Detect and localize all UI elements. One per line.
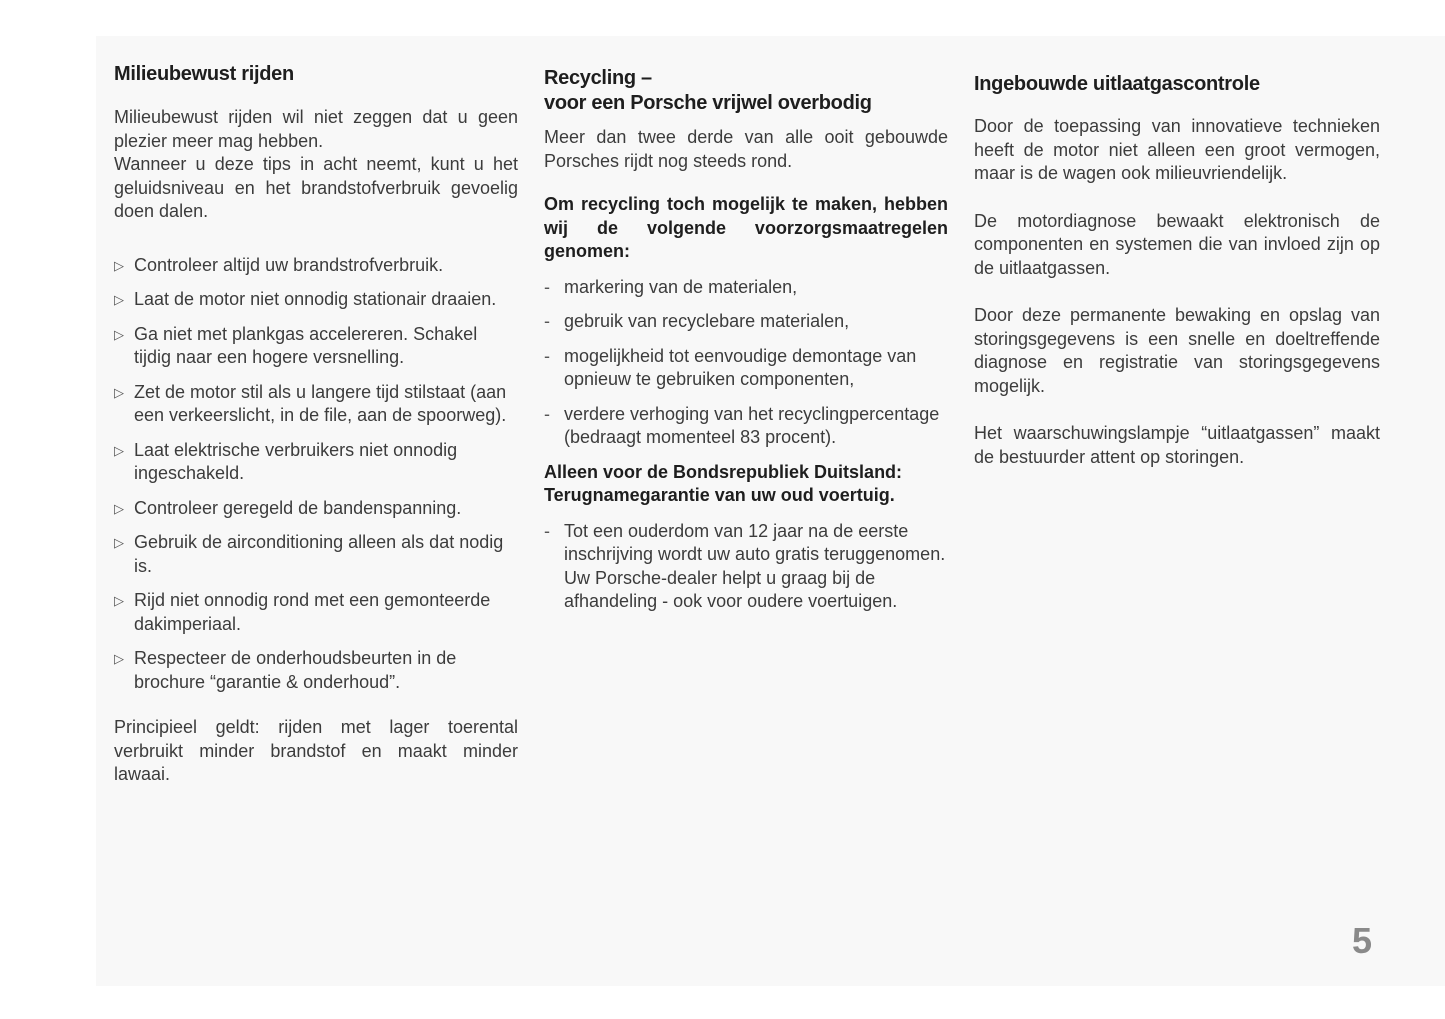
- tips-list: [114, 254, 518, 695]
- germany-heading: Alleen voor de Bondsrepubliek Duitsland: Terugnamegarantie van uw oud voertuig.: [544, 461, 903, 505]
- section-title-line-2: voor een Porsche vrijwel overbodig: [544, 92, 872, 114]
- dash-bullet: -: [544, 345, 550, 366]
- list-item: - gebruik van recyclebare materialen,: [544, 310, 948, 334]
- paragraph-2: De motordiagnose bewaakt elektronisch de componenten en systemen die van invloed zijn op de uitlaatgassen.: [974, 210, 1380, 278]
- recycling-intro: Meer dan twee derde van alle ooit gebouwde Porsches rijdt nog steeds rond.: [544, 127, 948, 171]
- list-item: - mogelijkheid tot eenvoudige demontage van opnieuw te gebruiken componenten,: [544, 345, 917, 389]
- column-recycling: [544, 66, 948, 625]
- paragraph-4: Het waarschuwingslampje “uitlaatgassen” maakt de bestuurder attent op storingen.: [974, 423, 1380, 467]
- paragraph-1: Door de toepassing van innovatieve technieken heeft de motor niet alleen een groot vermogen, maar is de wagen ook milieuvriendelijk.: [974, 116, 1380, 183]
- intro-paragraph-1: Milieubewust rijden wil niet zeggen dat u geen plezier meer mag hebben.: [114, 107, 518, 151]
- triangle-bullet-icon: ▷: [114, 500, 124, 516]
- list-item: [544, 520, 948, 614]
- section-title-milieubewust: Milieubewust rijden: [114, 63, 294, 85]
- triangle-bullet-icon: ▷: [114, 257, 124, 273]
- list-item: ▷ Controleer geregeld de bandenspanning.: [114, 497, 518, 521]
- section-title-line-1: Recycling –: [544, 67, 652, 89]
- list-item: ▷ Ga niet met plankgas accelereren. Schakel tijdig naar een hogere versnelling.: [114, 323, 478, 367]
- triangle-bullet-icon: ▷: [114, 384, 124, 400]
- page-number: 5: [1352, 920, 1373, 961]
- intro-paragraph-2: Wanneer u deze tips in acht neemt, kunt u het geluidsniveau en het brandstofverbruik gevoelig doen dalen.: [114, 154, 518, 221]
- column-uitlaatgascontrole: [974, 72, 1380, 469]
- list-item: ▷ Controleer altijd uw brandstrofverbruik.: [114, 254, 518, 278]
- triangle-bullet-icon: ▷: [114, 651, 124, 666]
- triangle-bullet-icon: ▷: [114, 535, 124, 550]
- closing-paragraph: Principieel geldt: rijden met lager toerental verbruikt minder brandstof en maakt minder lawaai.: [114, 717, 518, 784]
- triangle-bullet-icon: ▷: [114, 442, 124, 458]
- measures-heading: Om recycling toch mogelijk te maken, hebben wij de volgende voorzorgsmaatregelen genomen:: [544, 194, 948, 261]
- germany-item-text: Tot een ouderdom van 12 jaar na de eerste inschrijving wordt uw auto gratis teruggenomen.: [564, 520, 946, 564]
- germany-list: [544, 520, 948, 614]
- list-item: ▷ Zet de motor stil als u langere tijd stilstaat (aan een verkeerslicht, in de file, aan de spoorweg).: [114, 381, 507, 425]
- column-milieubewust: [114, 62, 518, 787]
- dash-bullet: -: [544, 403, 550, 424]
- list-item: ▷ Laat de motor niet onnodig stationair draaien.: [114, 288, 518, 312]
- list-item: ▷ Respecteer de onderhoudsbeurten in de brochure “garantie & onderhoud”.: [114, 648, 457, 692]
- germany-item-followup: Uw Porsche-dealer helpt u graag bij de afhandeling - ook voor oudere voertuigen.: [564, 567, 898, 611]
- list-item: ▷ Laat elektrische verbruikers niet onnodig ingeschakeld.: [114, 439, 458, 483]
- triangle-bullet-icon: ▷: [114, 326, 124, 342]
- measures-list: [544, 276, 948, 450]
- triangle-bullet-icon: ▷: [114, 292, 124, 307]
- list-item: ▷ Gebruik de airconditioning alleen als dat nodig is.: [114, 532, 504, 576]
- list-item: - verdere verhoging van het recyclingpercentage (bedraagt momenteel 83 procent).: [544, 403, 940, 447]
- dash-bullet: -: [544, 276, 550, 297]
- list-item: - markering van de materialen,: [544, 276, 948, 300]
- triangle-bullet-icon: ▷: [114, 593, 124, 608]
- section-title-uitlaatgascontrole: Ingebouwde uitlaatgascontrole: [974, 73, 1260, 95]
- paragraph-3: Door deze permanente bewaking en opslag van storingsgegevens is een snelle en doeltreffende diagnose en registratie van storingsgegevens mogelijk.: [974, 305, 1380, 396]
- dash-bullet: -: [544, 311, 550, 331]
- dash-bullet: -: [544, 520, 550, 541]
- section-title-recycling: [544, 66, 948, 116]
- list-item: ▷ Rijd niet onnodig rond met een gemonteerde dakimperiaal.: [114, 590, 491, 634]
